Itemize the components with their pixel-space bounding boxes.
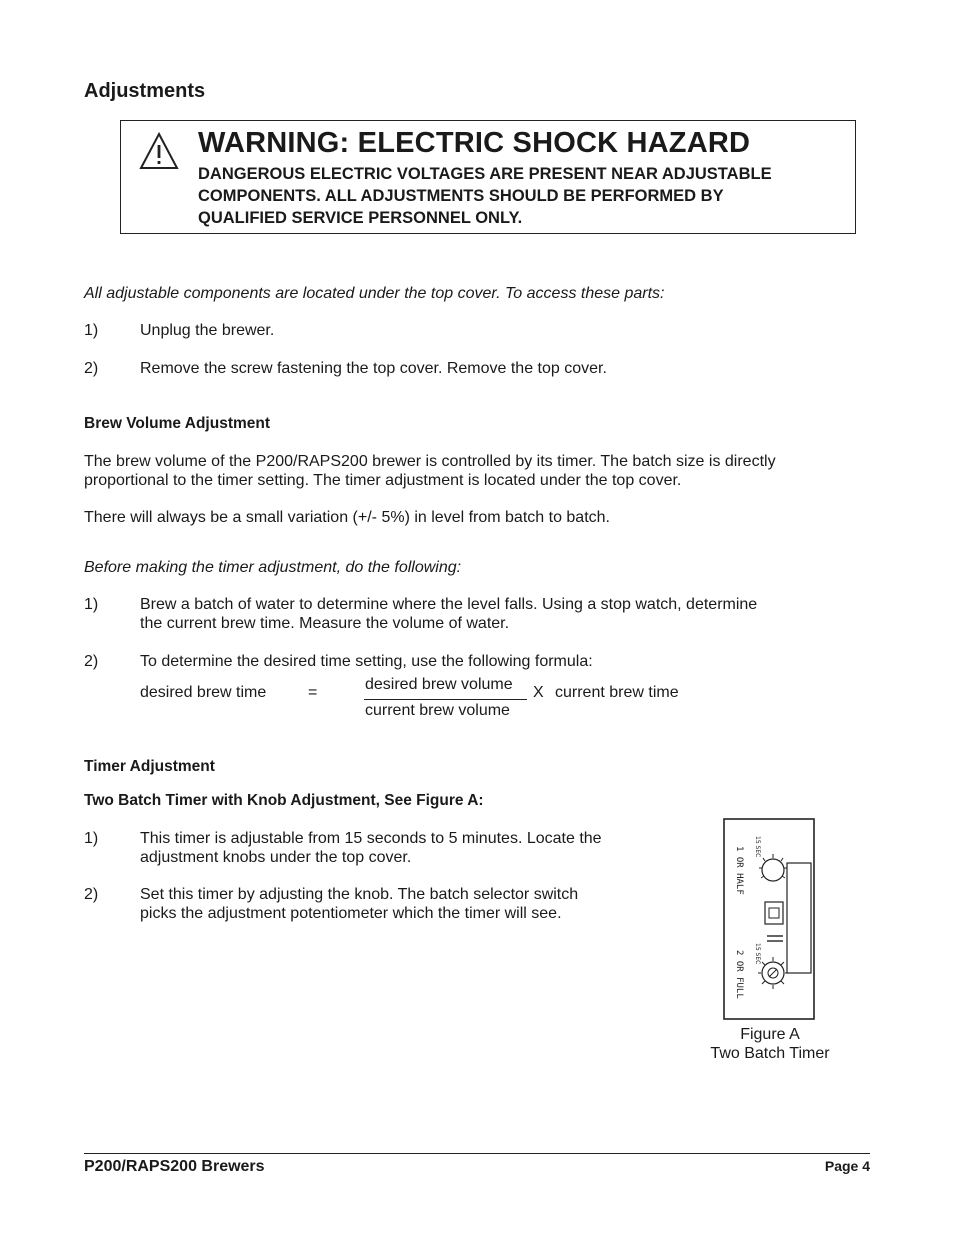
brew-step-1-text bbox=[140, 595, 757, 633]
timer-heading: Timer Adjustment bbox=[84, 758, 215, 775]
timer-step-2-num: 2) bbox=[84, 886, 99, 903]
timer-step-2-line-1: Set this timer by adjusting the knob. The batch selector switch bbox=[140, 886, 579, 903]
timer-step-1-line-2: adjustment knobs under the top cover. bbox=[140, 849, 412, 866]
brew-step-1-line-2: the current brew time. Measure the volume of water. bbox=[140, 615, 510, 632]
formula-lhs: desired brew time bbox=[140, 684, 267, 701]
timer-step-2-text bbox=[140, 885, 578, 923]
figure-caption-subtitle: Two Batch Timer bbox=[710, 1045, 830, 1062]
access-intro: All adjustable components are located under the top cover. To access these parts: bbox=[84, 285, 665, 302]
access-step-1-num: 1) bbox=[84, 322, 99, 339]
warning-line-2: COMPONENTS. ALL ADJUSTMENTS SHOULD BE PERFORMED BY bbox=[198, 187, 724, 205]
warning-box bbox=[120, 120, 856, 234]
warning-triangle-icon bbox=[139, 131, 179, 171]
access-step-1-text: Unplug the brewer. bbox=[140, 322, 275, 339]
dial-bottom-label: 15 SEC bbox=[754, 943, 761, 965]
timer-step-1-num: 1) bbox=[84, 830, 99, 847]
timer-step-1-line-1: This timer is adjustable from 15 seconds to 5 minutes. Locate the bbox=[140, 830, 602, 847]
access-step-2-num: 2) bbox=[84, 360, 99, 377]
brew-volume-heading: Brew Volume Adjustment bbox=[84, 415, 271, 432]
access-step-2-text: Remove the screw fastening the top cover. Remove the top cover. bbox=[140, 360, 607, 377]
warning-line-3: QUALIFIED SERVICE PERSONNEL ONLY. bbox=[198, 209, 523, 227]
brew-step-1-line-1: Brew a batch of water to determine where the level falls. Using a stop watch, determine bbox=[140, 596, 758, 613]
figure-caption-title: Figure A bbox=[740, 1026, 800, 1043]
section-title: Adjustments bbox=[84, 80, 206, 102]
brew-volume-para-1-line-2: proportional to the timer setting. The timer adjustment is located under the top cover. bbox=[84, 472, 682, 489]
formula-numerator: desired brew volume bbox=[365, 676, 513, 693]
brew-step-2-num: 2) bbox=[84, 653, 99, 670]
before-adjustment-text: Before making the timer adjustment, do the following: bbox=[84, 559, 462, 576]
brew-volume-para-1 bbox=[84, 452, 776, 490]
footer-product-name: P200/RAPS200 Brewers bbox=[84, 1158, 265, 1175]
formula-equals: = bbox=[308, 684, 318, 701]
brew-step-1-num: 1) bbox=[84, 596, 99, 613]
formula-denominator: current brew volume bbox=[365, 702, 510, 719]
timer-step-2-line-2: picks the adjustment potentiometer which the timer will see. bbox=[140, 905, 562, 922]
warning-line-1: DANGEROUS ELECTRIC VOLTAGES ARE PRESENT NEAR ADJUSTABLE bbox=[198, 165, 772, 183]
timer-subheading: Two Batch Timer with Knob Adjustment, See Figure A: bbox=[84, 792, 484, 809]
footer-page-number: Page 4 bbox=[824, 1158, 870, 1174]
two-batch-timer-figure bbox=[723, 818, 815, 1020]
warning-text bbox=[198, 163, 858, 229]
formula-fraction-bar bbox=[364, 699, 527, 700]
label-1-or-half: 1 OR HALF bbox=[734, 846, 744, 895]
brew-volume-para-1-line-1: The brew volume of the P200/RAPS200 brewer is controlled by its timer. The batch size is directly bbox=[84, 453, 776, 470]
brew-step-2-text: To determine the desired time setting, use the following formula: bbox=[140, 653, 593, 670]
formula-times: X bbox=[533, 684, 544, 701]
timer-step-1-text bbox=[140, 829, 602, 867]
dial-top-label: 15 SEC bbox=[754, 836, 761, 858]
brew-volume-para-2: There will always be a small variation (+/- 5%) in level from batch to batch. bbox=[84, 509, 610, 526]
label-2-or-full: 2 OR FULL bbox=[734, 950, 744, 999]
formula-rhs: current brew time bbox=[555, 684, 679, 701]
warning-title: WARNING: ELECTRIC SHOCK HAZARD bbox=[198, 127, 751, 159]
footer-divider bbox=[84, 1153, 870, 1154]
